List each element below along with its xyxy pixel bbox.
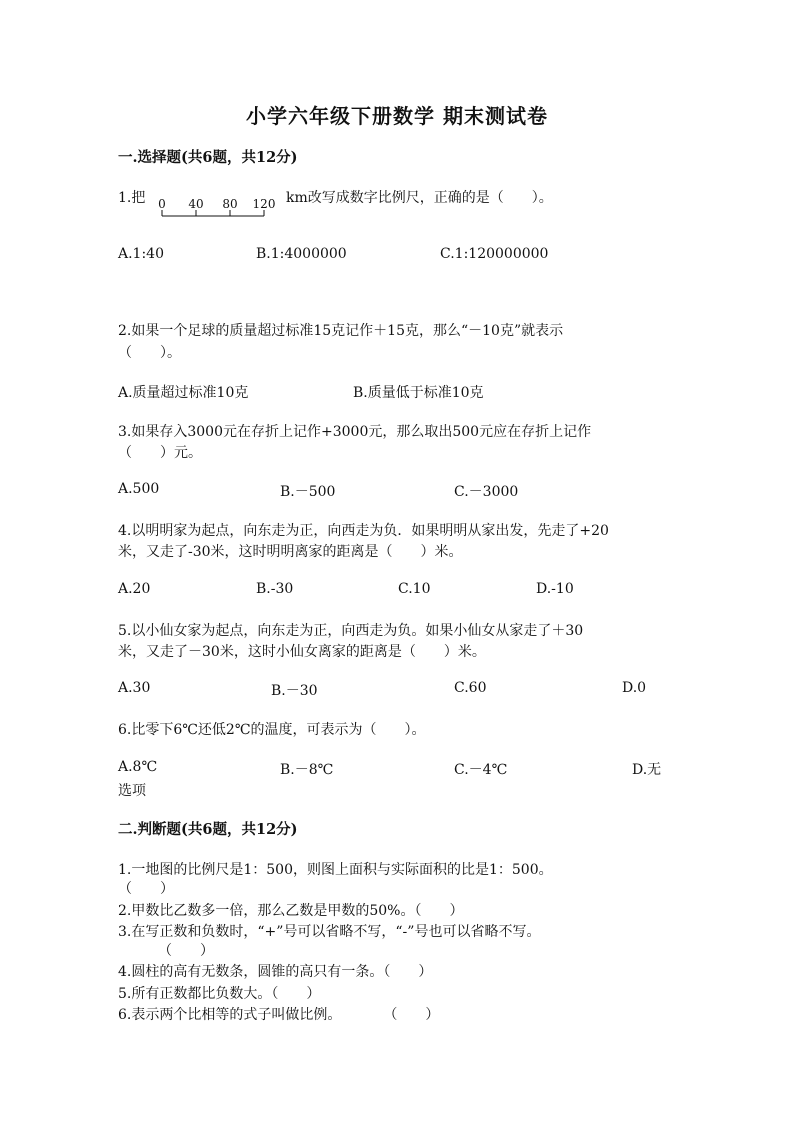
judgement-item: 6.表示两个比相等的式子叫做比例。 （ ） <box>118 1007 440 1023</box>
scale-label: 0 <box>158 197 166 211</box>
q5-option-c[interactable]: C.60 <box>454 680 487 696</box>
q1-option-b[interactable]: B.1:4000000 <box>256 246 347 262</box>
q3-option-c[interactable]: C.－3000 <box>454 484 519 500</box>
q5-option-a[interactable]: A.30 <box>118 680 151 696</box>
judgement-item: 4.圆柱的高有无数条，圆锥的高只有一条。（ ） <box>118 964 433 980</box>
question-1-suffix: km改写成数字比例尺，正确的是（ ）。 <box>286 190 553 206</box>
question-3-line1: 3.如果存入3000元在存折上记作+3000元，那么取出500元应在存折上记作 <box>118 424 592 440</box>
q3-option-b[interactable]: B.－500 <box>280 484 336 500</box>
q6-option-b[interactable]: B.－8℃ <box>280 762 334 778</box>
q2-option-a[interactable]: A.质量超过标准10克 <box>118 385 249 401</box>
judgement-item-answer-blank: （ ） <box>158 943 214 959</box>
section-heading-choice: 一.选择题(共6题，共12分) <box>118 149 298 166</box>
judgement-item-answer-blank: （ ） <box>118 881 174 897</box>
q5-option-d[interactable]: D.0 <box>622 680 647 696</box>
q1-option-a[interactable]: A.1:40 <box>118 246 164 262</box>
q4-option-b[interactable]: B.-30 <box>256 581 294 597</box>
judgement-item: 2.甲数比乙数多一倍，那么乙数是甲数的50%。（ ） <box>118 903 464 919</box>
q2-option-b[interactable]: B.质量低于标准10克 <box>353 385 484 401</box>
page-title: 小学六年级下册数学 期末测试卷 <box>246 104 548 128</box>
q5-option-b[interactable]: B.－30 <box>271 683 318 699</box>
q4-option-a[interactable]: A.20 <box>118 581 151 597</box>
scale-bar <box>156 193 286 219</box>
question-4-line2: 米，又走了-30米，这时明明离家的距离是（ ）米。 <box>118 544 463 560</box>
question-3-line2: （ ）元。 <box>118 445 202 461</box>
question-6-line1: 6.比零下6℃还低2℃的温度，可表示为（ ）。 <box>118 722 426 738</box>
scale-label: 80 <box>222 197 238 211</box>
judgement-item: 1.一地图的比例尺是1：500，则图上面积与实际面积的比是1：500。 <box>118 862 553 878</box>
q6-option-a[interactable]: A.8℃ <box>118 759 158 775</box>
q1-option-c[interactable]: C.1:120000000 <box>440 246 549 262</box>
judgement-item: 3.在写正数和负数时，“+”号可以省略不写，“-”号也可以省略不写。 <box>118 924 541 940</box>
q3-option-a[interactable]: A.500 <box>118 481 160 497</box>
q4-option-c[interactable]: C.10 <box>398 581 431 597</box>
question-1-prefix: 1.把 <box>118 190 146 206</box>
section-heading-judgement: 二.判断题(共6题，共12分) <box>118 821 298 838</box>
q6-option-d[interactable]: D.无 <box>632 762 662 778</box>
scale-label: 120 <box>252 197 276 211</box>
q4-option-d[interactable]: D.-10 <box>536 581 574 597</box>
question-5-line1: 5.以小仙女家为起点，向东走为正，向西走为负。如果小仙女从家走了＋30 <box>118 623 584 639</box>
scale-label: 40 <box>188 197 204 211</box>
q6-option-d-wrap: 选项 <box>118 783 146 799</box>
question-2-line1: 2.如果一个足球的质量超过标准15克记作＋15克，那么“－10克”就表示 <box>118 323 564 339</box>
judgement-item: 5.所有正数都比负数大。（ ） <box>118 986 321 1002</box>
question-2-line2: （ ）。 <box>118 345 181 361</box>
question-4-line1: 4.以明明家为起点，向东走为正，向西走为负．如果明明从家出发，先走了+20 <box>118 523 609 539</box>
q6-option-c[interactable]: C.－4℃ <box>454 762 508 778</box>
question-5-line2: 米，又走了－30米，这时小仙女离家的距离是（ ）米。 <box>118 644 486 660</box>
